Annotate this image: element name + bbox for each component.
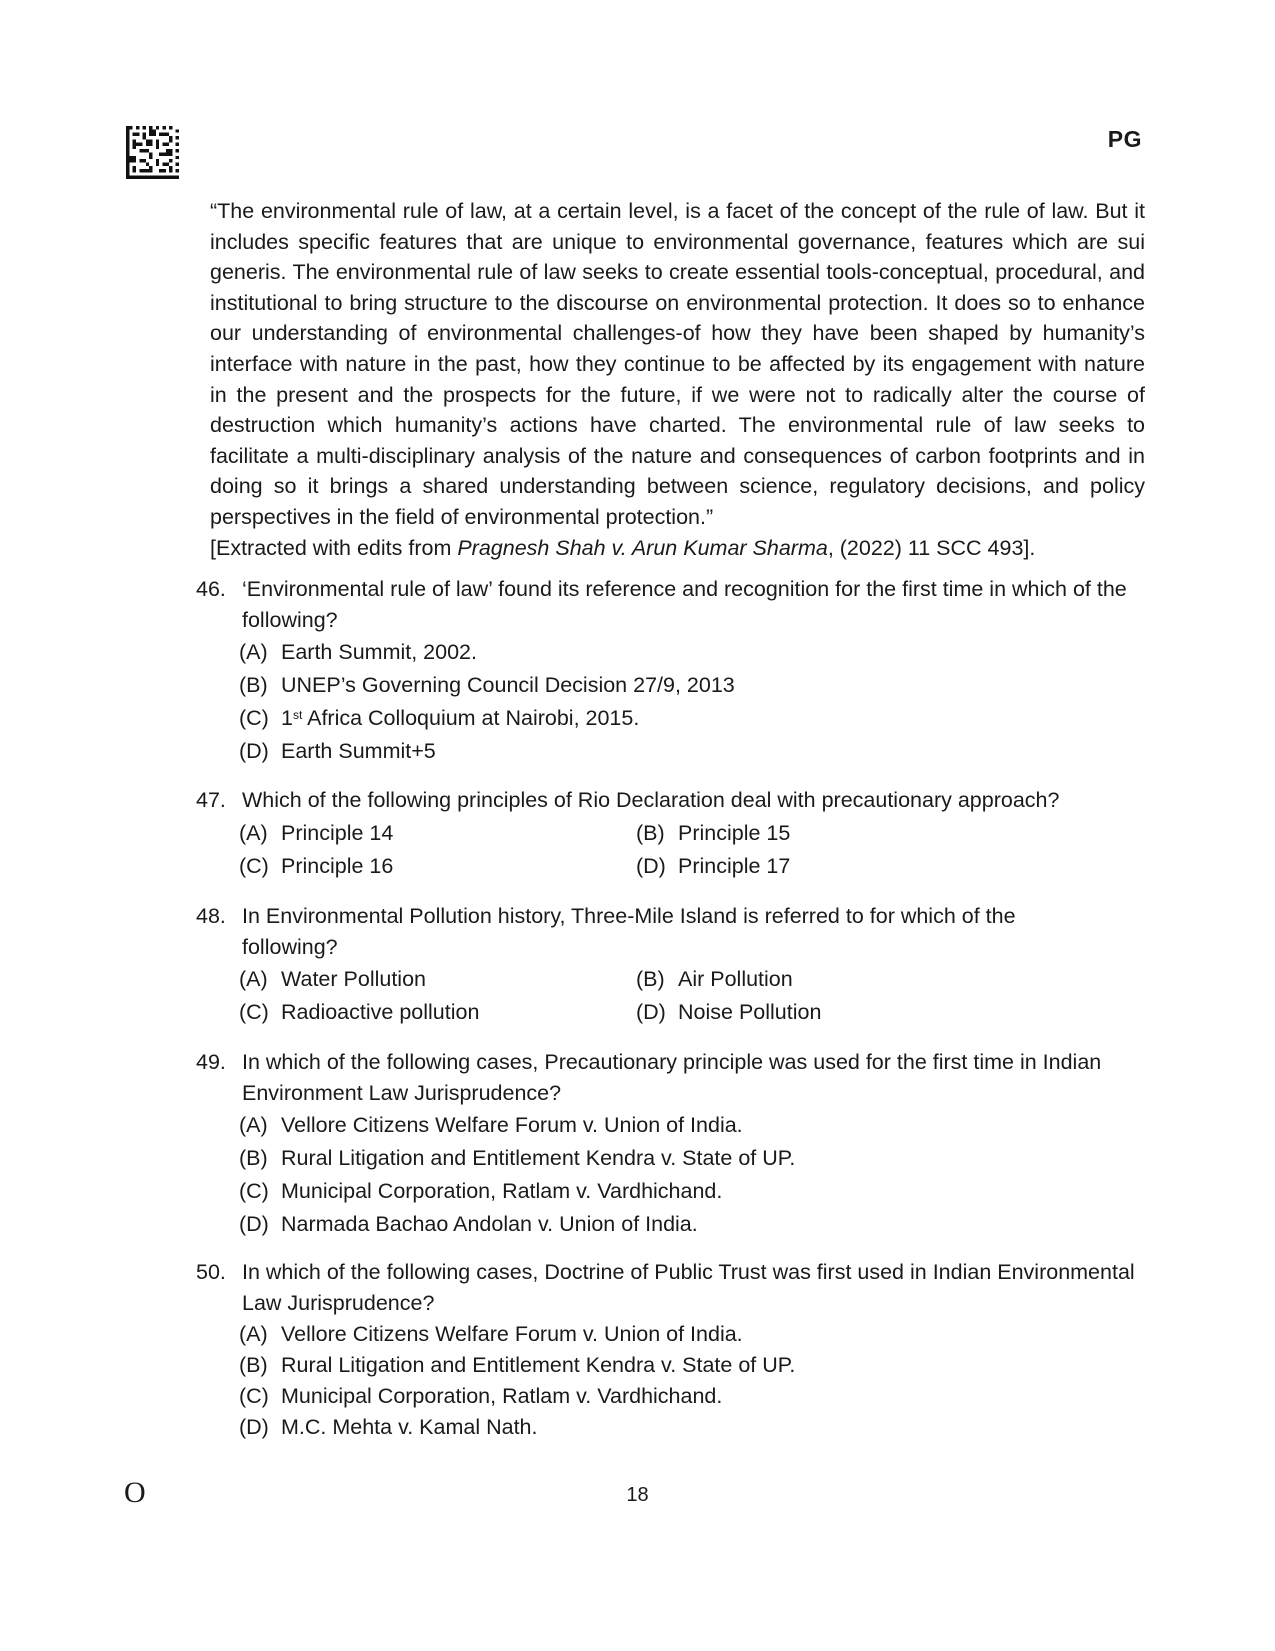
option-text: Principle 14 bbox=[281, 820, 394, 845]
option-c[interactable] bbox=[239, 850, 636, 883]
option-a[interactable] bbox=[239, 1109, 1151, 1142]
option-key: (B) bbox=[636, 967, 665, 991]
option-a[interactable] bbox=[239, 636, 1151, 669]
question-48 bbox=[196, 901, 1151, 1029]
source-prefix: [Extracted with edits from bbox=[210, 536, 458, 560]
question-number: 46. bbox=[196, 577, 226, 601]
option-b[interactable] bbox=[239, 1142, 1151, 1175]
option-text: Water Pollution bbox=[281, 967, 426, 991]
datamatrix-barcode-icon bbox=[126, 126, 179, 179]
question-49 bbox=[196, 1047, 1151, 1241]
question-number: 48. bbox=[196, 904, 226, 928]
question-text: In Environmental Pollution history, Three-Mile Island is referred to for which of the following? bbox=[242, 904, 1016, 959]
option-key: (A) bbox=[239, 820, 268, 845]
set-code: O bbox=[124, 1476, 146, 1509]
option-text: Earth Summit+5 bbox=[281, 739, 436, 763]
option-key: (C) bbox=[239, 706, 269, 730]
option-key: (B) bbox=[239, 673, 268, 697]
option-text: Vellore Citizens Welfare Forum v. Union of India. bbox=[281, 1322, 743, 1346]
option-d[interactable] bbox=[239, 735, 1151, 768]
passage-text: “The environmental rule of law, at a certain level, is a facet of the concept of the rule of law. But it includes specific features that are unique to environmental governance, features which are sui generis. The environmental rule of law seeks to create essential tools-conceptual, procedural, and institutional to bring structure to the discourse on environmental protection. It does so to enhance our understanding of environmental challenges-of how they have been shaped by humanity’s interface with nature in the past, how they continue to be affected by its engagement with nature in the present and the prospects for the future, if we were not to radically alter the course of destruction which humanity’s actions have charted. The environmental rule of law seeks to facilitate a multi-disciplinary analysis of the nature and consequences of carbon footprints and in doing so it brings a shared understanding between science, regulatory decisions, and policy perspectives in the field of environmental protection.” bbox=[210, 199, 1145, 529]
option-key: (D) bbox=[636, 1000, 666, 1024]
option-a[interactable] bbox=[239, 963, 636, 996]
option-d[interactable] bbox=[636, 850, 1033, 883]
option-a[interactable] bbox=[239, 817, 636, 850]
option-text: Radioactive pollution bbox=[281, 1000, 480, 1024]
option-d[interactable] bbox=[239, 1208, 1151, 1241]
source-case-name: Pragnesh Shah v. Arun Kumar Sharma bbox=[457, 536, 828, 560]
option-text: Vellore Citizens Welfare Forum v. Union of India. bbox=[281, 1113, 743, 1137]
option-text: Noise Pollution bbox=[678, 1000, 822, 1024]
question-number: 47. bbox=[196, 788, 226, 812]
option-key: (A) bbox=[239, 967, 268, 991]
passage-source bbox=[210, 536, 1035, 561]
option-key: (D) bbox=[636, 853, 666, 878]
option-b[interactable] bbox=[239, 1350, 1151, 1381]
question-46 bbox=[196, 574, 1151, 768]
option-key: (A) bbox=[239, 640, 268, 664]
option-key: (D) bbox=[239, 1415, 269, 1439]
question-text: In which of the following cases, Doctrine of Public Trust was first used in Indian Environmental Law Jurisprudence? bbox=[242, 1260, 1135, 1315]
option-list bbox=[239, 817, 1151, 883]
option-text: M.C. Mehta v. Kamal Nath. bbox=[281, 1415, 538, 1439]
question-number: 49. bbox=[196, 1050, 226, 1074]
option-text: Earth Summit, 2002. bbox=[281, 640, 477, 664]
option-text: Principle 17 bbox=[678, 853, 791, 878]
option-key: (A) bbox=[239, 1113, 268, 1137]
option-c[interactable] bbox=[239, 1175, 1151, 1208]
question-number: 50. bbox=[196, 1260, 226, 1284]
option-text bbox=[281, 702, 639, 735]
question-50 bbox=[196, 1257, 1151, 1443]
option-key: (D) bbox=[239, 739, 269, 763]
option-key: (C) bbox=[239, 1000, 269, 1024]
option-list bbox=[239, 1319, 1151, 1443]
option-text: UNEP’s Governing Council Decision 27/9, 2013 bbox=[281, 673, 735, 697]
question-text: Which of the following principles of Rio Declaration deal with precautionary approach? bbox=[242, 788, 1060, 812]
option-key: (C) bbox=[239, 1384, 269, 1408]
option-c[interactable] bbox=[239, 702, 1151, 735]
option-list bbox=[239, 636, 1151, 768]
option-list bbox=[239, 963, 1151, 1029]
question-text: In which of the following cases, Precautionary principle was used for the first time in Indian Environment Law Jurisprudence? bbox=[242, 1050, 1102, 1105]
option-key: (B) bbox=[636, 820, 665, 845]
option-text: Air Pollution bbox=[678, 967, 793, 991]
option-key: (A) bbox=[239, 1322, 268, 1346]
ordinal-number: 1 bbox=[281, 706, 293, 730]
paper-code: PG bbox=[1107, 126, 1142, 152]
option-text: Rural Litigation and Entitlement Kendra v. State of UP. bbox=[281, 1146, 796, 1170]
option-key: (C) bbox=[239, 853, 269, 878]
source-suffix: , (2022) 11 SCC 493]. bbox=[827, 536, 1036, 560]
option-b[interactable] bbox=[636, 963, 1033, 996]
question-47 bbox=[196, 785, 1151, 883]
option-text: Rural Litigation and Entitlement Kendra v. State of UP. bbox=[281, 1353, 796, 1377]
question-text: ‘Environmental rule of law’ found its reference and recognition for the first time in which of the following? bbox=[242, 577, 1127, 632]
option-text: Narmada Bachao Andolan v. Union of India. bbox=[281, 1212, 698, 1236]
option-text: Municipal Corporation, Ratlam v. Vardhichand. bbox=[281, 1179, 723, 1203]
option-b[interactable] bbox=[636, 817, 1033, 850]
option-d[interactable] bbox=[239, 1412, 1151, 1443]
option-c[interactable] bbox=[239, 996, 636, 1029]
option-b[interactable] bbox=[239, 669, 1151, 702]
option-a[interactable] bbox=[239, 1319, 1151, 1350]
option-key: (B) bbox=[239, 1146, 268, 1170]
ordinal-suffix: st bbox=[292, 708, 303, 722]
option-d[interactable] bbox=[636, 996, 1033, 1029]
option-key: (D) bbox=[239, 1212, 269, 1236]
page-number: 18 bbox=[626, 1484, 649, 1506]
option-text: Principle 16 bbox=[281, 853, 394, 878]
option-text: Municipal Corporation, Ratlam v. Vardhichand. bbox=[281, 1384, 723, 1408]
option-key: (B) bbox=[239, 1353, 268, 1377]
option-list bbox=[239, 1109, 1151, 1241]
option-key: (C) bbox=[239, 1179, 269, 1203]
option-text-rest: Africa Colloquium at Nairobi, 2015. bbox=[302, 706, 640, 730]
option-text: Principle 15 bbox=[678, 820, 791, 845]
option-c[interactable] bbox=[239, 1381, 1151, 1412]
